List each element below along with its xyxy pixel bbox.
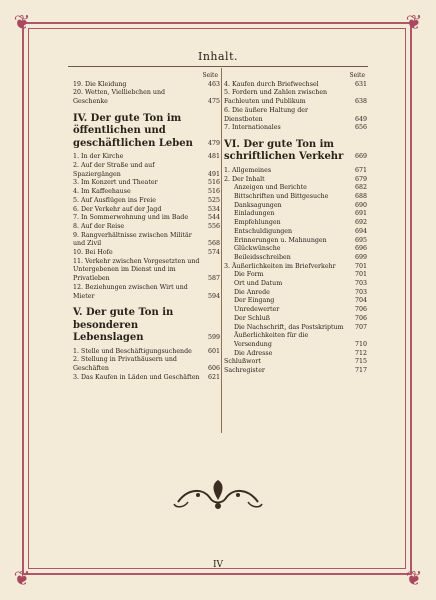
toc-entry-page: 621 <box>207 373 220 381</box>
toc-entry-title: Anzeigen und Berichte <box>234 184 307 192</box>
toc-entry-page: 712 <box>354 349 367 357</box>
corner-ornament-bottom-left: ❦ <box>13 566 31 590</box>
toc-entry-page: 707 <box>354 323 367 331</box>
toc-entry <box>224 124 367 133</box>
toc-entry-title: 1. Allgemeines <box>224 166 272 174</box>
toc-entry-page: 601 <box>207 347 220 355</box>
seite-label: Seite <box>202 72 218 79</box>
toc-entry <box>224 237 367 246</box>
toc-entry-page: 695 <box>354 236 367 244</box>
toc-entry-page: 463 <box>207 80 220 88</box>
toc-entry-page: 717 <box>354 367 367 375</box>
toc-entry-title: 5. Auf Ausflügen ins Freie <box>73 196 156 204</box>
toc-entry-page: 534 <box>207 205 220 213</box>
toc-entry-title: 19. Die Kleidung <box>73 80 127 88</box>
toc-entry-title: 10. Bei Hofe <box>73 249 113 257</box>
toc-entry <box>224 81 367 90</box>
toc-entry <box>224 254 367 263</box>
toc-entry-page: 606 <box>207 365 220 373</box>
toc-entry <box>224 107 367 124</box>
toc-entry-title: 3. Äußerlichkeiten im Briefverkehr <box>224 262 336 270</box>
toc-entry <box>224 167 367 176</box>
toc-entry <box>224 315 367 324</box>
toc-entry <box>224 263 367 272</box>
toc-entry-title: Unredewerter <box>234 306 280 314</box>
toc-entry <box>73 356 220 373</box>
toc-entry-title: 7. In Sommerwohnung und im Bade <box>73 214 189 222</box>
toc-entry-title: 12. Beziehungen zwischen Wirt und Mieter <box>73 283 188 300</box>
toc-entry-title: Entschuldigungen <box>234 227 293 235</box>
toc-entry-page: 703 <box>354 288 367 296</box>
toc-entry-title: 4. Im Kaffeehause <box>73 188 131 196</box>
toc-entry <box>73 179 220 188</box>
toc-entry-title: Die Nachschrift, das Postskriptum <box>234 323 344 331</box>
toc-entry-title: Empfehlungen <box>234 219 281 227</box>
toc-entry-title: Der Eingang <box>234 297 275 305</box>
toc-entry-page: 703 <box>354 280 367 288</box>
toc-entry-page: 699 <box>354 253 367 261</box>
toc-entry-title: Danksagungen <box>234 201 282 209</box>
toc-entry-page: 556 <box>207 222 220 230</box>
toc-entry-title: Einladungen <box>234 210 275 218</box>
toc-entry-title: Die Anrede <box>234 288 270 296</box>
toc-entry-page: 692 <box>354 219 367 227</box>
toc-entry-page: 587 <box>207 275 220 283</box>
toc-entry-page: 594 <box>207 292 220 300</box>
toc-entry-title: 5. Fordern und Zahlen zwischen Fachleuten und Publikum <box>224 89 328 106</box>
toc-entry-page: 656 <box>354 124 367 132</box>
toc-entry <box>224 245 367 254</box>
toc-entry <box>224 202 367 211</box>
column-divider <box>221 68 222 433</box>
toc-entry-page: 475 <box>207 98 220 106</box>
toc-entry <box>224 358 367 367</box>
toc-entry-title: 4. Kaufen durch Briefwechsel <box>224 80 319 88</box>
toc-entry-title: 1. In der Kirche <box>73 153 124 161</box>
toc-entry <box>73 232 220 249</box>
toc-entry <box>73 188 220 197</box>
toc-entry-title: Ort und Datum <box>234 280 283 288</box>
toc-entry-page: 649 <box>354 115 367 123</box>
toc-entry-title: 11. Verkehr zwischen Vorgesetzten und Untergebenen im Dienst und im Privatleben <box>73 257 200 283</box>
toc-entry-title: 8. Auf der Reise <box>73 222 125 230</box>
toc-entry-title: Glückwünsche <box>234 245 281 253</box>
toc-entry <box>224 89 367 106</box>
toc-entry <box>73 374 220 383</box>
toc-entry-page: 691 <box>354 210 367 218</box>
toc-entry-page: 516 <box>207 179 220 187</box>
toc-entry-page: 688 <box>354 193 367 201</box>
toc-entry-title: Bittschriften und Bittgesuche <box>234 193 329 201</box>
section-heading-iv: IV. Der gute Ton im öffentlichen und geschäftlichen Leben 479 <box>73 112 220 149</box>
toc-entry-page: 715 <box>354 358 367 366</box>
toc-entry <box>73 348 220 357</box>
toc-entry-page: 568 <box>207 240 220 248</box>
toc-entry <box>224 176 367 185</box>
page-number: IV <box>212 560 224 570</box>
toc-entry-title: Schlußwort <box>224 358 261 366</box>
toc-entry-page: 491 <box>207 170 220 178</box>
corner-ornament-top-right: ❦ <box>405 10 423 34</box>
toc-entry <box>224 306 367 315</box>
corner-ornament-bottom-right: ❦ <box>405 566 423 590</box>
toc-entry-page: 710 <box>354 340 367 348</box>
toc-entry-page: 701 <box>354 262 367 270</box>
toc-entry <box>73 197 220 206</box>
right-column <box>224 72 367 376</box>
floral-ornament <box>168 478 268 514</box>
toc-entry <box>73 249 220 258</box>
toc-entry <box>224 324 367 333</box>
toc-entry-page: 701 <box>354 271 367 279</box>
toc-entry-title: Äußerlichkeiten für die Versendung <box>234 332 309 348</box>
toc-entry <box>224 367 367 376</box>
toc-entry-title: Der Schluß <box>234 314 270 322</box>
toc-entry-page: 574 <box>207 249 220 257</box>
toc-entry-title: Erinnerungen u. Mahnungen <box>234 236 327 244</box>
toc-entry <box>73 162 220 179</box>
toc-entry <box>73 89 220 106</box>
toc-entry-page: 704 <box>354 297 367 305</box>
section-heading-vi: VI. Der gute Ton im schriftlichen Verkehr 669 <box>224 138 367 163</box>
left-column <box>73 72 220 383</box>
toc-entry-title: 9. Rangverhältnisse zwischen Militär und Zivil <box>73 231 192 248</box>
toc-entry-title: 2. Stellung in Privathäusern und Geschäften <box>73 356 177 373</box>
toc-entry-title: 3. Das Kaufen in Läden und Geschäften <box>73 373 200 381</box>
toc-entry <box>73 153 220 162</box>
toc-entry-title: Die Adresse <box>234 349 273 357</box>
toc-entry-page: 631 <box>354 80 367 88</box>
toc-entry <box>73 284 220 301</box>
toc-entry <box>224 271 367 280</box>
corner-ornament-top-left: ❦ <box>13 10 31 34</box>
toc-entry-page: 696 <box>354 245 367 253</box>
toc-entry-title: 20. Wetten, Vielliebchen und Geschenke <box>73 89 166 106</box>
toc-entry-title: Sachregister <box>224 367 265 375</box>
toc-entry-page: 682 <box>354 184 367 192</box>
toc-entry-page: 690 <box>354 201 367 209</box>
toc-entry <box>224 297 367 306</box>
toc-entry-title: 2. Auf der Straße und auf Spaziergängen <box>73 162 155 178</box>
header-rule <box>68 66 368 67</box>
toc-entry-page: 481 <box>207 153 220 161</box>
toc-entry <box>224 332 367 349</box>
toc-entry <box>224 193 367 202</box>
page-title: Inhalt. <box>197 50 238 63</box>
toc-entry <box>73 81 220 90</box>
toc-entry-page: 694 <box>354 227 367 235</box>
toc-entry-title: 6. Der Verkehr auf der Jagd <box>73 205 162 213</box>
toc-entry-page: 516 <box>207 188 220 196</box>
toc-entry <box>73 206 220 215</box>
toc-entry-page: 706 <box>354 306 367 314</box>
toc-entry <box>73 223 220 232</box>
toc-entry-title: 2. Der Inhalt <box>224 175 265 183</box>
seite-label: Seite <box>349 72 365 79</box>
toc-entry <box>224 219 367 228</box>
toc-entry-title: 3. Im Konzert und Theater <box>73 179 158 187</box>
toc-entry-page: 706 <box>354 314 367 322</box>
toc-entry-page: 525 <box>207 196 220 204</box>
toc-entry-page: 671 <box>354 166 367 174</box>
toc-entry-title: 1. Stelle und Beschäftigungsuchende <box>73 347 192 355</box>
toc-entry <box>224 280 367 289</box>
toc-entry-title: Die Form <box>234 271 264 279</box>
toc-entry-title: 6. Die äußere Haltung der Dienstboten <box>224 106 308 123</box>
toc-entry-page: 638 <box>354 98 367 106</box>
toc-entry-title: 7. Internationales <box>224 124 281 132</box>
toc-entry <box>73 214 220 223</box>
toc-entry <box>224 184 367 193</box>
toc-entry <box>224 210 367 219</box>
section-heading-v: V. Der gute Ton in besonderen Lebenslagen 599 <box>73 307 220 344</box>
toc-entry-page: 679 <box>354 175 367 183</box>
toc-entry <box>224 350 367 359</box>
toc-entry-title: Beileidsschreiben <box>234 253 291 261</box>
toc-entry <box>224 228 367 237</box>
toc-entry <box>224 289 367 298</box>
toc-entry-page: 544 <box>207 214 220 222</box>
toc-entry <box>73 258 220 284</box>
